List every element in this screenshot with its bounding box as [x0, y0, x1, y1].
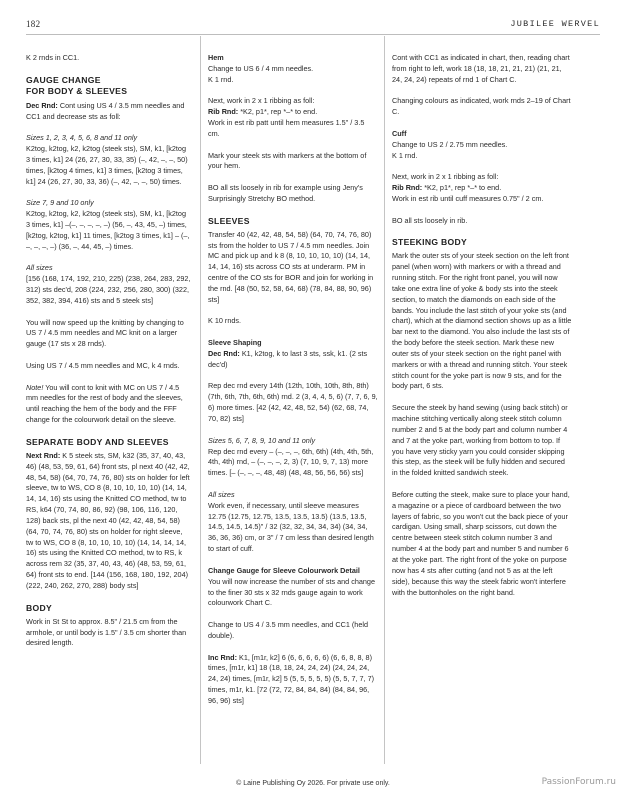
- column-3: [392, 53, 572, 609]
- column-divider-left: [200, 36, 201, 764]
- sleeves-text: Transfer 40 (42, 42, 48, 54, 58) (64, 70, 74, 76, 80) sts from the holder to US 7 / 4.5 mm needles. Join MC and pick up and k 8 (8, 10, 10, 10, 10) (14, 14, 14, 14, 16) sts across CO sts at underarm. PM in centre of the CO sts for BOR and join for working in the rnd. [48 (50, 52, 58, 64, 68) (78, 84, 88, 90, 96) sts]: [208, 229, 374, 304]
- page-header: [26, 19, 600, 33]
- gauge-heading-line1: GAUGE CHANGE: [26, 74, 101, 85]
- all-sizes-label: All sizes: [208, 489, 235, 499]
- copyright-footer: © Laine Publishing Oy 2026. For private use only.: [236, 780, 390, 787]
- next-rnd-paragraph: [26, 451, 191, 592]
- note-paragraph: [26, 383, 191, 426]
- hem-text-2: K 1 rnd.: [208, 74, 234, 84]
- sleeve-shaping-heading: Sleeve Shaping: [208, 338, 262, 348]
- change-gauge-heading: Change Gauge for Sleeve Colourwork Detail: [208, 565, 360, 575]
- rib-work-text: Work in est rib patt until hem measures 1.5" / 3.5 cm.: [208, 118, 365, 138]
- note-text: You will cont to knit with MC on US 7 / 4.5 mm needles for the rest of body and the sleeves, until reaching the hem of the body and the FFF change for the colourwork detail on the sleeve.: [26, 382, 183, 425]
- column-1: [26, 53, 191, 660]
- change-needles-text: Change to US 4 / 3.5 mm needles, and CC1 (held double).: [208, 620, 368, 640]
- all-sizes-text: Work even, if necessary, until sleeve measures 12.75 (12.75, 12.75, 13.5, 13.5, 13.5) (13.5, 13.5, 14.5, 14.5, 14.5)" / 32 (32, 32, 34, 34, 34) (34, 34, 36, 36, 36) cm, or 3" / 7 cm less than desired length to start of cuff.: [208, 500, 374, 554]
- cuff-text-2: K 1 rnd.: [392, 150, 418, 160]
- running-title: JUBILEE WERVEL: [510, 19, 600, 29]
- sizes-text: Rep dec rnd every – (–, –, –, 6th, 6th) (4th, 4th, 5th, 4th, 4th) rnd, – (–, –, –, 2, 3) (7, 10, 9, 7, 13) more times. [– (–, –, –, 48, 48) (48, 48, 56, 56, 56) sts]: [208, 446, 374, 478]
- speed-text: You will now speed up the knitting by changing to US 7 / 4.5 mm needles and MC knit on a larger gauge (17 sts x 28 rnds).: [26, 317, 184, 349]
- sizes2-label: Size 7, 9 and 10 only: [26, 198, 94, 208]
- using-text: Using US 7 / 4.5 mm needles and MC, k 4 rnds.: [26, 360, 180, 370]
- body-text: Work in St St to approx. 8.5" / 21.5 cm from the armhole, or until body is 1.5" / 3.5 cm shorter than desired length.: [26, 616, 187, 648]
- all-sizes-text: [156 (168, 174, 192, 210, 225) (238, 264, 283, 292, 312) sts dec'd, 208 (224, 232, 256, 280, 300) (322, 352, 382, 394, 416) sts and 5 steek sts]: [26, 274, 191, 305]
- hem-heading: Hem: [208, 53, 224, 62]
- rib-intro: Next, work in 2 x 1 ribbing as foll:: [208, 96, 315, 106]
- rib-rnd-text: *K2, p1*, rep *–* to end.: [422, 183, 502, 193]
- rib-rnd-label: Rib Rnd:: [392, 183, 423, 193]
- cuff-heading: Cuff: [392, 128, 407, 138]
- rep-text: Rep dec rnd every 14th (12th, 10th, 10th, 8th, 8th) (7th, 6th, 7th, 6th, 6th) rnd. 2 (3, 4, 4, 5, 6) (7, 7, 6, 9, 6) more times. [42 (42, 42, 48, 52, 54) (62, 68, 74, 70, 82) sts]: [208, 381, 378, 423]
- sizes1-label: Sizes 1, 2, 3, 4, 5, 6, 8 and 11 only: [26, 133, 138, 143]
- column-2: [208, 53, 378, 718]
- next-rnd-label: Next Rnd:: [26, 450, 61, 460]
- page-number: 182: [26, 19, 41, 29]
- dec-rnd-paragraph: [208, 349, 378, 371]
- dec-rnd-text: K1, k2tog, k to last 3 sts, ssk, k1. (2 sts dec'd): [208, 348, 368, 369]
- note-label: Note!: [26, 382, 44, 392]
- body-heading: BODY: [26, 602, 53, 613]
- bo-text: BO all sts loosely in rib.: [392, 215, 468, 225]
- header-divider: [26, 34, 600, 35]
- rib-intro: Next, work in 2 x 1 ribbing as foll:: [392, 172, 499, 182]
- bo-text: BO all sts loosely in rib for example using Jeny's Surprisingly Stretchy BO method.: [208, 183, 363, 203]
- k10-text: K 10 rnds.: [208, 316, 242, 326]
- dec-rnd-label: Dec Rnd:: [26, 100, 58, 110]
- cuff-text-1: Change to US 2 / 2.75 mm needles.: [392, 139, 508, 149]
- steeking-heading: STEEKING BODY: [392, 237, 468, 248]
- inc-rnd-text: K1, [m1r, k2] 6 (6, 6, 6, 6, 6) (6, 6, 8, 8, 8) times, [m1r, k1] 18 (18, 18, 24, 24, 24) (24, 24, 24, 24, 24) times, [m1r, k2] 5 (5, 5, 5, 5, 5) (5, 5, 7, 7, 7) times, m1r, k1. [72 (72, 72, 84, 84, 84) (84, 84, 96, 96, 96) sts]: [208, 652, 375, 705]
- inc-rnd-label: Inc Rnd:: [208, 652, 237, 662]
- next-rnd-text: K 5 steek sts, SM, k32 (35, 37, 40, 43, 46) (48, 53, 59, 61, 64) front sts, pl next 40 (42, 42, 48, 54, 58) (64, 70, 74, 76, 80) sts on holder for left sleeve, tw to WS, CO 8 (8, 10, 10, 10, 10) (14, 14, 14, 14, 16) sts using the Knitted CO method, tw to RS, k64 (70, 74, 80, 86, 92) (98, 106, 116, 120, 128) back sts, pl the next 40 (42, 42, 48, 54, 58) (64, 70, 74, 76, 80) sts on holder for right sleeve, tw to WS, CO 8 (8, 10, 10, 10, 10) (14, 14, 14, 14, 16) sts using the Knitted CO method, tw to RS, k across rem 32 (35, 37, 40, 43, 46) (48, 53, 59, 61, 64) front sts to end. [144 (156, 168, 180, 192, 204) (222, 240, 262, 270, 288) body sts]: [26, 450, 190, 590]
- sizes2-text: K2tog, k2tog, k2, k2tog (steek sts), SM, k1, [k2tog 3 times, k1] –(–, –, –, –, –) (56, –, 43, 45, –) times, [k2tog, k2tog, k1] 11 times, [k2tog 3 times, k1] – (–, –, –, –, –) (36, –, 44, 45, –) times.: [26, 209, 190, 251]
- sizes1-text: K2tog, k2tog, k2, k2tog (steek sts), SM, k1, [k2tog 3 times, k1] 24 (26, 27, 30, 33, 35) (–, 42, –, –, 50) times, [k2tog 4 times, k1] 3 times, [k2tog 3 times, k1] 24 (26, 27, 30, 33, 36) (–, 42, –, –, 50) times.: [26, 144, 188, 186]
- cont-text: Cont with CC1 as indicated in chart, then, reading chart from right to left, work 18 (18, 18, 21, 21, 21) (21, 21, 24, 24, 24) repeats of rnd 1 of Chart C.: [392, 53, 570, 84]
- intro-text: K 2 rnds in CC1.: [26, 53, 80, 62]
- watermark: PassionForum.ru: [541, 777, 616, 787]
- column-divider-right: [384, 36, 385, 764]
- all-sizes-label: All sizes: [26, 263, 53, 273]
- separate-heading: SEPARATE BODY AND SLEEVES: [26, 436, 169, 447]
- before-cutting-text: Before cutting the steek, make sure to place your hand, a magazine or a piece of cardboard between the two layers of fabric, so you won't cut the back piece of your cardigan. Using small, sharp scissors, cut down the centre between steek stitch column number 3 and number 4 at the body part and number 5 and number 6 at the yoke part. The right front of the yoke on purpose now has 4 sts after cutting (and not 5 as at the left side), because this way the steek fabric won't interfere with the buttonholes on the right band.: [392, 489, 570, 597]
- rib-rnd-text: *K2, p1*, rep *–* to end.: [238, 107, 318, 117]
- rib-rnd-paragraph: [392, 183, 572, 194]
- rib-work-text: Work in est rib until cuff measures 0.75" / 2 cm.: [392, 193, 544, 203]
- rib-rnd-label: Rib Rnd:: [208, 107, 239, 117]
- secure-text: Secure the steek by hand sewing (using back stitch) or machine stitching vertically along steek stitch column number 2 and 5 at the body part and column number 4 and 7 at the yoke part, working from bottom to top. If you have very sticky yarn you could consider skipping this step, as the steek will be fully hidden and secured in the folded knitted sandwich steek.: [392, 403, 568, 478]
- mark-text: Mark your steek sts with markers at the bottom of your hem.: [208, 150, 367, 171]
- inc-rnd-paragraph: [208, 653, 378, 707]
- steeking-text: Mark the outer sts of your steek section on the left front panel (when worn) with markers or with a thread and running stitch. For the right front panel, you will now take one extra line of yoke & body sts into the steek section, to match the diamonds on each side of the bands. You include the last stitch of your yoke sts (and chart), which at the diamond section shows up as a little bar next to the diamond. You also include the last sts of the body before the steek section. Mark these new outer sts of your steek section on the right panel with markers or with a thread and running stitch. Your steek stitch count for the yoke part is now 9 sts, and for the body part, 6 sts.: [392, 251, 572, 391]
- rib-rnd-paragraph: [208, 107, 378, 118]
- change-gauge-text: You will now increase the number of sts and change to the finer 30 sts x 32 rnds gauge again to work colourwork Chart C.: [208, 576, 375, 608]
- sizes-label: Sizes 5, 6, 7, 8, 9, 10 and 11 only: [208, 435, 316, 445]
- hem-text-1: Change to US 6 / 4 mm needles.: [208, 63, 314, 73]
- dec-rnd-text: Cont using US 4 / 3.5 mm needles and CC1 and decrease sts as foll:: [26, 100, 185, 121]
- gauge-heading-line2: FOR BODY & SLEEVES: [26, 85, 128, 96]
- dec-rnd-paragraph: [26, 101, 191, 123]
- dec-rnd-label: Dec Rnd:: [208, 348, 240, 358]
- sleeves-heading: SLEEVES: [208, 215, 250, 226]
- changing-text: Changing colours as indicated, work rnds 2–19 of Chart C.: [392, 96, 571, 117]
